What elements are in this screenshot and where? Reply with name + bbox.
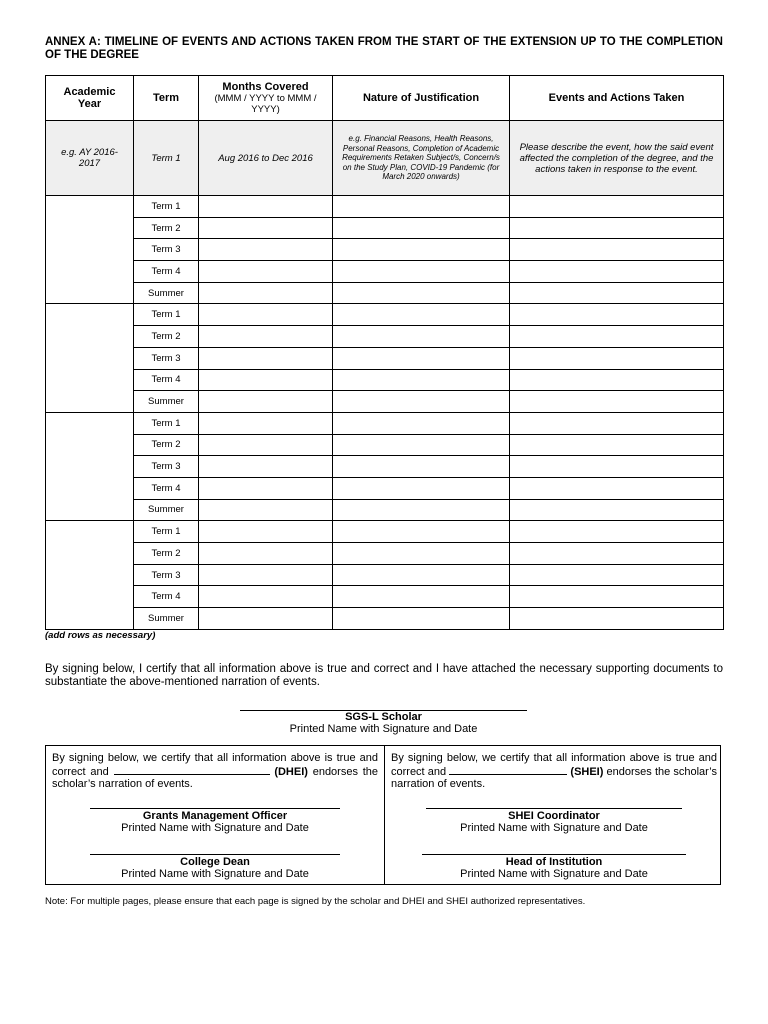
months-cell[interactable] <box>199 239 333 261</box>
events-cell[interactable] <box>510 391 724 413</box>
college-dean-signature-line[interactable] <box>90 854 340 855</box>
dhei-text-end: endorses the scholar’s narration of events. <box>52 766 379 790</box>
months-cell[interactable] <box>199 196 333 218</box>
grants-officer-title: Grants Management Officer <box>142 810 288 822</box>
shei-text-end: endorses the scholar’s narration of events. <box>391 766 717 790</box>
table-row <box>46 434 724 456</box>
footer-note: Note: For multiple pages, please ensure that each page is signed by the scholar and DHEI and SHEI authorized representatives. <box>45 896 586 907</box>
example-months: Aug 2016 to Dec 2016 <box>199 121 333 196</box>
nature-cell[interactable] <box>333 456 510 478</box>
term-cell: Term 4 <box>134 261 199 283</box>
nature-cell[interactable] <box>333 499 510 521</box>
head-of-institution-title: Head of Institution <box>505 856 603 868</box>
nature-cell[interactable] <box>333 477 510 499</box>
events-cell[interactable] <box>510 369 724 391</box>
events-cell[interactable] <box>510 434 724 456</box>
table-row <box>46 477 724 499</box>
term-cell: Term 2 <box>134 543 199 565</box>
months-cell[interactable] <box>199 608 333 630</box>
nature-cell[interactable] <box>333 412 510 434</box>
table-row <box>46 326 724 348</box>
head-of-institution-signature-label <box>422 856 686 880</box>
nature-cell[interactable] <box>333 261 510 283</box>
table-row <box>46 543 724 565</box>
academic-year-cell[interactable] <box>46 196 134 304</box>
example-row <box>46 121 724 196</box>
table-row <box>46 412 724 434</box>
head-of-institution-signature-line[interactable] <box>422 854 686 855</box>
table-row <box>46 456 724 478</box>
nature-cell[interactable] <box>333 304 510 326</box>
table-row <box>46 586 724 608</box>
dhei-name-blank[interactable] <box>114 764 270 775</box>
nature-cell[interactable] <box>333 564 510 586</box>
academic-year-cell[interactable] <box>46 304 134 412</box>
events-cell[interactable] <box>510 456 724 478</box>
nature-cell[interactable] <box>333 196 510 218</box>
shei-name-blank[interactable] <box>449 764 567 775</box>
nature-cell[interactable] <box>333 521 510 543</box>
term-cell: Term 1 <box>134 304 199 326</box>
term-cell: Term 1 <box>134 521 199 543</box>
dhei-endorsement-text <box>52 752 378 790</box>
table-row <box>46 196 724 218</box>
table-row <box>46 239 724 261</box>
nature-cell[interactable] <box>333 391 510 413</box>
events-cell[interactable] <box>510 412 724 434</box>
nature-cell[interactable] <box>333 239 510 261</box>
nature-cell[interactable] <box>333 347 510 369</box>
months-cell[interactable] <box>199 499 333 521</box>
term-cell: Summer <box>134 499 199 521</box>
endorsement-divider <box>384 746 385 884</box>
scholar-signature-title: SGS-L Scholar <box>345 711 422 723</box>
events-cell[interactable] <box>510 326 724 348</box>
table-row <box>46 391 724 413</box>
grants-officer-signature-line[interactable] <box>90 808 340 809</box>
nature-cell[interactable] <box>333 586 510 608</box>
table-header-row <box>46 76 724 121</box>
shei-coordinator-signature-line[interactable] <box>426 808 682 809</box>
scholar-signature-subtitle: Printed Name with Signature and Date <box>289 723 478 735</box>
table-row <box>46 304 724 326</box>
nature-cell[interactable] <box>333 434 510 456</box>
nature-cell[interactable] <box>333 608 510 630</box>
nature-cell[interactable] <box>333 282 510 304</box>
months-cell[interactable] <box>199 456 333 478</box>
events-cell[interactable] <box>510 261 724 283</box>
events-cell[interactable] <box>510 196 724 218</box>
grants-officer-signature-label <box>90 810 340 834</box>
table-row <box>46 521 724 543</box>
months-cell[interactable] <box>199 217 333 239</box>
events-cell[interactable] <box>510 477 724 499</box>
term-cell: Term 2 <box>134 326 199 348</box>
months-cell[interactable] <box>199 347 333 369</box>
events-cell[interactable] <box>510 521 724 543</box>
term-cell: Term 3 <box>134 239 199 261</box>
nature-cell[interactable] <box>333 543 510 565</box>
term-cell: Summer <box>134 282 199 304</box>
months-cell[interactable] <box>199 564 333 586</box>
shei-label: (SHEI) <box>570 766 604 778</box>
term-cell: Term 3 <box>134 347 199 369</box>
events-cell[interactable] <box>510 499 724 521</box>
events-cell[interactable] <box>510 282 724 304</box>
term-cell: Term 4 <box>134 477 199 499</box>
annex-title: ANNEX A: TIMELINE OF EVENTS AND ACTIONS TAKEN FROM THE START OF THE EXTENSION UP TO THE COMPLETION OF THE DEGREE <box>45 36 723 61</box>
term-cell: Term 2 <box>134 434 199 456</box>
months-cell[interactable] <box>199 586 333 608</box>
shei-coordinator-subtitle: Printed Name with Signature and Date <box>460 822 648 834</box>
add-rows-note: (add rows as necessary) <box>45 630 156 641</box>
events-cell[interactable] <box>510 586 724 608</box>
months-cell[interactable] <box>199 477 333 499</box>
nature-cell[interactable] <box>333 369 510 391</box>
term-cell: Term 1 <box>134 196 199 218</box>
table-row <box>46 282 724 304</box>
dhei-text-start: By signing below, we certify that all information above is true and correct and <box>52 752 378 778</box>
table-row <box>46 261 724 283</box>
term-cell: Term 3 <box>134 456 199 478</box>
events-cell[interactable] <box>510 347 724 369</box>
scholar-certification-text: By signing below, I certify that all information above is true and correct and I have attached the necessary supporting documents to substantiate the above-mentioned narration of events. <box>45 663 723 688</box>
months-cell[interactable] <box>199 304 333 326</box>
example-nature: e.g. Financial Reasons, Health Reasons, Personal Reasons, Completion of Academic Requirements Retaken Subject/s, Concern/s on the Study Plan, COVID-19 Pandemic (for March 2020 onwards) <box>333 121 510 196</box>
events-cell[interactable] <box>510 239 724 261</box>
academic-year-cell[interactable] <box>46 521 134 629</box>
months-cell[interactable] <box>199 521 333 543</box>
months-cell[interactable] <box>199 369 333 391</box>
dhei-label: (DHEI) <box>274 766 308 778</box>
header-events: Events and Actions Taken <box>510 76 724 121</box>
months-cell[interactable] <box>199 282 333 304</box>
events-cell[interactable] <box>510 304 724 326</box>
example-term: Term 1 <box>134 121 199 196</box>
shei-coordinator-signature-label <box>426 810 682 834</box>
shei-text-start: By signing below, we certify that all information above is true and correct and <box>391 752 717 778</box>
college-dean-signature-label <box>90 856 340 880</box>
scholar-signature-label <box>240 711 527 735</box>
example-events: Please describe the event, how the said event affected the completion of the degree, and the actions taken in response to the event. <box>510 121 724 196</box>
table-row <box>46 347 724 369</box>
events-cell[interactable] <box>510 543 724 565</box>
table-row <box>46 499 724 521</box>
events-cell[interactable] <box>510 217 724 239</box>
months-cell[interactable] <box>199 412 333 434</box>
college-dean-title: College Dean <box>180 856 250 868</box>
events-cell[interactable] <box>510 564 724 586</box>
shei-coordinator-title: SHEI Coordinator <box>508 810 600 822</box>
academic-year-cell[interactable] <box>46 412 134 520</box>
term-cell: Term 2 <box>134 217 199 239</box>
table-row <box>46 217 724 239</box>
term-cell: Term 3 <box>134 564 199 586</box>
head-of-institution-subtitle: Printed Name with Signature and Date <box>460 868 648 880</box>
header-nature: Nature of Justification <box>333 76 510 121</box>
term-cell: Term 1 <box>134 412 199 434</box>
months-cell[interactable] <box>199 543 333 565</box>
term-cell: Term 4 <box>134 586 199 608</box>
nature-cell[interactable] <box>333 217 510 239</box>
months-cell[interactable] <box>199 434 333 456</box>
table-row <box>46 564 724 586</box>
term-cell: Term 4 <box>134 369 199 391</box>
college-dean-subtitle: Printed Name with Signature and Date <box>121 868 309 880</box>
shei-endorsement-text <box>391 752 717 790</box>
events-cell[interactable] <box>510 608 724 630</box>
table-row <box>46 369 724 391</box>
grants-officer-subtitle: Printed Name with Signature and Date <box>121 822 309 834</box>
timeline-table <box>45 75 724 630</box>
months-cell[interactable] <box>199 326 333 348</box>
header-term: Term <box>134 76 199 121</box>
term-cell: Summer <box>134 608 199 630</box>
months-cell[interactable] <box>199 391 333 413</box>
header-months-covered-label: Months Covered <box>222 81 309 93</box>
months-cell[interactable] <box>199 261 333 283</box>
endorsement-box <box>45 745 721 885</box>
term-cell: Summer <box>134 391 199 413</box>
nature-cell[interactable] <box>333 326 510 348</box>
example-academic-year: e.g. AY 2016-2017 <box>46 121 134 196</box>
table-row <box>46 608 724 630</box>
header-months-covered <box>199 76 333 121</box>
header-academic-year: Academic Year <box>46 76 134 121</box>
header-months-covered-format: (MMM / YYYY to MMM / YYYY) <box>214 93 317 115</box>
